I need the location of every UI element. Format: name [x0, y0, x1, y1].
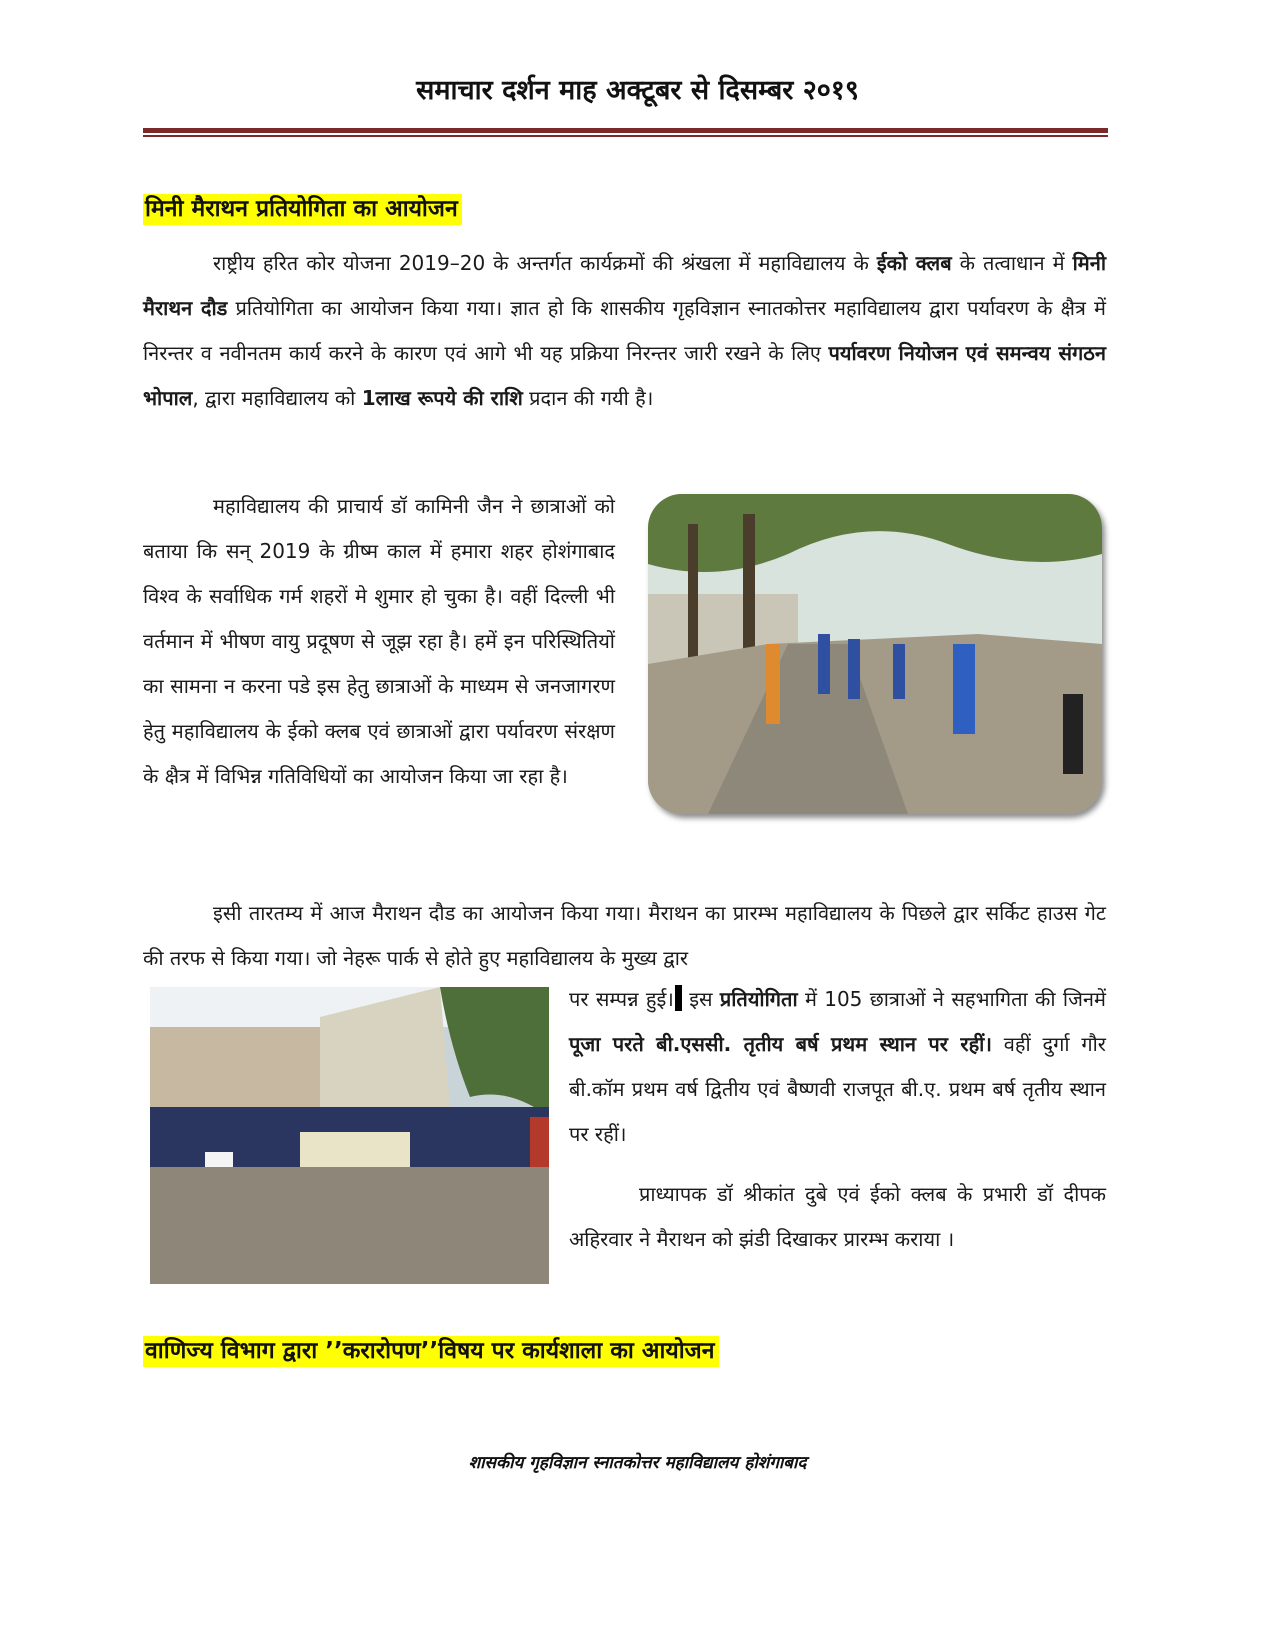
- paragraph-principal: महाविद्यालय की प्राचार्य डॉ कामिनी जैन ने छात्राओं को बताया कि सन् 2019 के ग्रीष्म काल में हमारा शहर होशंगाबाद विश्व के सर्वाधिक गर्म शहरों मे शुमार हो चुका है। वहीं दिल्ली भी वर्तमान में भीषण वायु प्रदूषण से जूझ रहा है। हमें इन परिस्थितियों का सामना न करना पडे इस हेतु छात्राओं के माध्यम से जनजागरण हेतु महाविद्यालय के ईको क्लब एवं छात्राओं द्वारा पर्यावरण संरक्षण के क्षैत्र में विभिन्न गतिविधियों का आयोजन किया जा रहा है।: [143, 494, 615, 788]
- paragraph-marathon-route: इसी तारतम्य में आज मैराथन दौड का आयोजन किया गया। मैराथन का प्रारम्भ महाविद्यालय के पिछले द्वार सर्किट हाउस गेट की तरफ से किया गया। जो नेहरू पार्क से होते हुए महाविद्यालय के मुख्य द्वार: [143, 901, 1106, 970]
- page-header-title: समाचार दर्शन माह अक्टूबर से दिसम्बर २०१९: [416, 75, 859, 106]
- paragraph-flag-off: प्राध्यापक डॉ श्रीकांत दुबे एवं ईको क्लब के प्रभारी डॉ दीपक अहिरवार ने मैराथन को झंडी दिखाकर प्रारम्भ कराया ।: [569, 1182, 1106, 1251]
- marathon-runners-photo: [648, 494, 1102, 814]
- section-heading-commerce-text: वाणिज्य विभाग द्वारा ’’करारोपण’’विषय पर कार्यशाला का आयोजन: [143, 1336, 719, 1367]
- section-heading-commerce: [143, 1333, 719, 1365]
- header-rule-thin: [143, 135, 1108, 137]
- marathon-photo-illustration: [648, 494, 1102, 814]
- text-cursor-mark: [675, 985, 682, 1011]
- group-photo-illustration: [150, 987, 549, 1284]
- section-heading-marathon: [143, 191, 462, 223]
- group-with-banner-photo: [150, 987, 549, 1284]
- paragraph-intro: राष्ट्रीय हरित कोर योजना 2019–20 के अन्तर्गत कार्यक्रमों की श्रंखला में महाविद्यालय के ईको क्लब के तत्वाधान में मिनी मैराथन दौड प्रतियोगिता का आयोजन किया गया। ज्ञात हो कि शासकीय गृहविज्ञान स्नातकोत्तर महाविद्यालय द्वारा पर्यावरण के क्षैत्र में निरन्तर व नवीनतम कार्य करने के कारण एवं आगे भी यह प्रक्रिया निरन्तर जारी रखने के लिए पर्यावरण नियोजन एवं समन्वय संगठन भोपाल, द्वारा महाविद्यालय को 1लाख रूपये की राशि प्रदान की गयी है।: [143, 251, 1107, 410]
- paragraph-results: पर सम्पन्न हुई। इस प्रतियोगिता में 105 छात्राओं ने सहभागिता की जिनमें पूजा परते बी.एससी. तृतीय बर्ष प्रथम स्थान पर रहीं। वहीं दुर्गा गौर बी.कॉम प्रथम वर्ष द्वितीय एवं बैष्णवी राजपूत बी.ए. प्रथम बर्ष तृतीय स्थान पर रहीं।: [569, 987, 1106, 1146]
- header-rule-thick: [143, 128, 1108, 133]
- section-heading-marathon-text: मिनी मैराथन प्रतियोगिता का आयोजन: [143, 194, 462, 225]
- page-footer: शासकीय गृहविज्ञान स्नातकोत्तर महाविद्यालय होशंगाबाद: [468, 1453, 807, 1473]
